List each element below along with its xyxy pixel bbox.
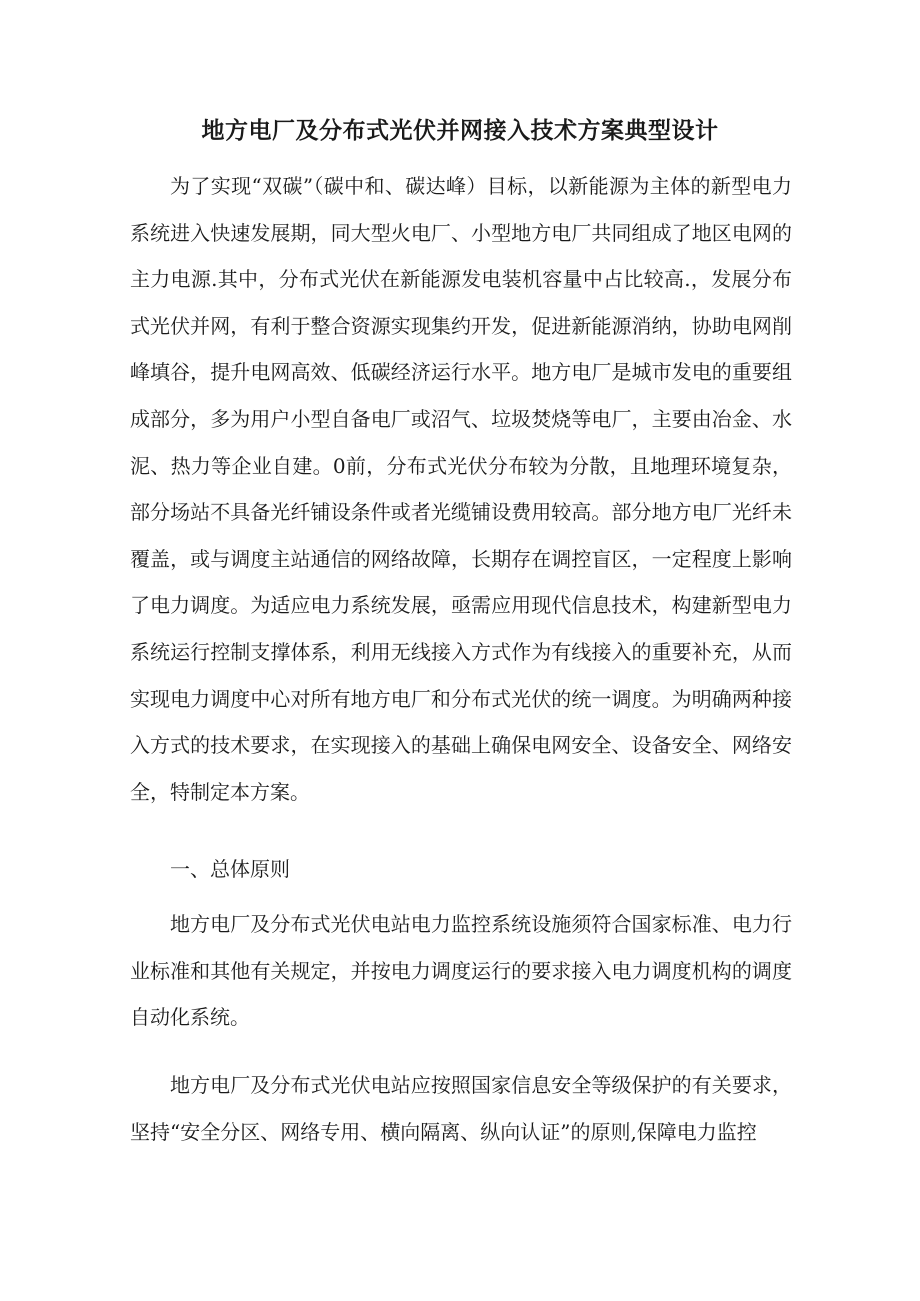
document-title: 地方电厂及分布式光伏并网接入技术方案典型设计 xyxy=(201,118,719,144)
section-heading-general-principles: 一、总体原则 xyxy=(170,857,290,881)
paragraph-intro: 为了实现“双碳”（碳中和、碳达峰）目标，以新能源为主体的新型电力系统进入快速发展期，同大型火电厂、小型地方电厂共同组成了地区电网的主力电源.其中，分布式光伏在新能源发电装机容量中占比较高.，发展分布式光伏并网，有利于整合资源实现集约开发，促进新能源消纳，协助电网削峰填谷，提升电网高效、低碳经济运行水平。地方电厂是城市发电的重要组成部分，多为用户小型自备电厂或沼气、垃圾焚烧等电厂，主要由冶金、水泥、热力等企业自建。0前，分布式光伏分布较为分散，且地理环境复杂，部分场站不具备光纤铺设条件或者光缆铺设费用较高。部分地方电厂光纤未覆盖，或与调度主站通信的网络故障，长期存在调控盲区，一定程度上影响了电力调度。为适应电力系统发展，亟需应用现代信息技术，构建新型电力系统运行控制支撑体系，利用无线接入方式作为有线接入的重要补充，从而实现电力调度中心对所有地方电厂和分布式光伏的统一调度。为明确两种接入方式的技术要求，在实现接入的基础上确保电网安全、设备安全、网络安全，特制定本方案。 xyxy=(130,174,792,804)
paragraph-principle-standards: 地方电厂及分布式光伏电站电力监控系统设施须符合国家标准、电力行业标准和其他有关规定，并按电力调度运行的要求接入电力调度机构的调度自动化系统。 xyxy=(130,912,792,1030)
paragraph-principle-security: 地方电厂及分布式光伏电站应按照国家信息安全等级保护的有关要求，坚持“安全分区、网络专用、横向隔离、纵向认证”的原则,保障电力监控 xyxy=(130,1073,792,1144)
